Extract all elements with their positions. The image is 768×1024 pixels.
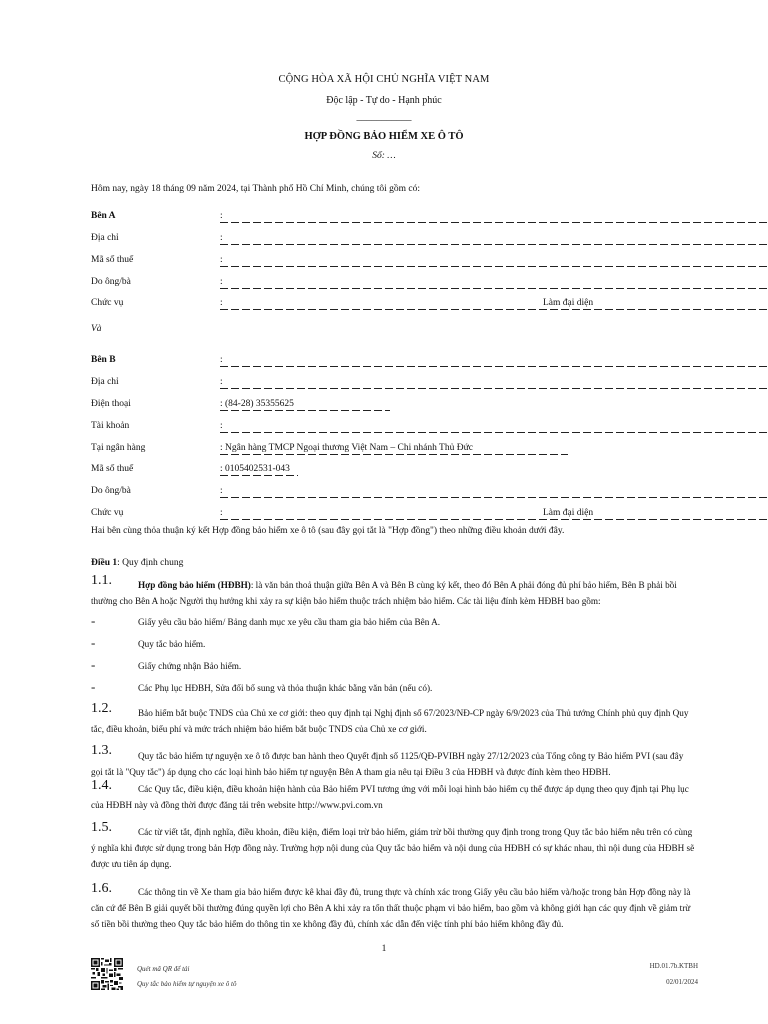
clause-number: 1.4. (91, 778, 112, 793)
party-b-tax-field[interactable]: : 0105402531-043 (220, 464, 768, 476)
separator-line: ___________ (356, 111, 412, 122)
party-b-position-field[interactable]: : Làm đại diện (220, 508, 768, 520)
bullet-mark: - (91, 635, 96, 650)
qr-download-note: Quét mã QR để tải (137, 965, 190, 973)
party-a-name-field[interactable]: : (220, 211, 768, 223)
field-label: Địa chỉ (91, 233, 119, 243)
article-1-heading: Điều 1: Quy định chung (91, 558, 184, 568)
party-b-phone-field[interactable]: : (84-28) 35355625 (220, 399, 768, 411)
bullet-item: Giấy chứng nhận Bảo hiểm. (138, 661, 242, 671)
rules-doc-name: Quy tắc bảo hiểm tự nguyện xe ô tô (137, 980, 237, 988)
agreement-text: Hai bên cùng thỏa thuận ký kết Hợp đồng bảo hiểm xe ô tô (sau đây gọi tắt là "Hợp đồng") theo những điều khoản dưới đây. (91, 526, 565, 536)
party-b-bank-field[interactable]: : Ngân hàng TMCP Ngoại thương Việt Nam – Chi nhánh Thủ Đức (220, 443, 768, 455)
party-b-name-field[interactable]: : (220, 355, 768, 367)
clause-number: 1.2. (91, 701, 112, 716)
party-a-position-field[interactable]: : Làm đại diện (220, 298, 768, 310)
intro-text: Hôm nay, ngày 18 tháng 09 năm 2024, tại Thành phố Hồ Chí Minh, chúng tôi gồm có: (91, 184, 421, 194)
bullet-mark: - (91, 613, 96, 628)
clause-1-2: Bảo hiểm bắt buộc TNDS của Chủ xe cơ giới: theo quy định tại Nghị định số 67/2023/NĐ-CP ngày 6/9/2023 của Thủ tướng Chính phủ quy định Quy tắc, điều khoản, biểu phí và mức trách nhiệm bảo hiểm bắt buộc TNDS của Chủ xe cơ giới. (91, 708, 689, 734)
party-b-title: Bên B (91, 355, 116, 365)
field-label: Mã số thuế (91, 464, 134, 474)
field-label: Tại ngân hàng (91, 443, 146, 453)
party-a-title: Bên A (91, 211, 116, 221)
country-heading: CỘNG HÒA XÃ HỘI CHỦ NGHĨA VIỆT NAM (278, 74, 490, 85)
clause-number: 1.6. (91, 881, 112, 896)
clause-1-1: Hợp đồng bảo hiểm (HĐBH): là văn bản thoả thuận giữa Bên A và Bên B cùng ký kết, theo đó Bên A phải đóng đủ phí bảo hiểm, Bên B phải bồi thường cho Bên A hoặc Người thụ hưởng khi xảy ra sự kiện bảo hiểm thuộc trách nhiệm bảo hiểm. Các tài liệu đính kèm HĐBH bao gồm: (91, 580, 677, 606)
party-a-address-field[interactable]: : (220, 233, 768, 245)
party-b-address-field[interactable]: : (220, 377, 768, 389)
document-code: HD.01.7b.KTBH (649, 962, 698, 970)
clause-1-4: Các Quy tắc, điều kiện, điều khoản hiện hành của Bảo hiểm PVI tương ứng với mỗi loại hình bảo hiểm cụ thể được áp dụng theo quy định tại Phụ lục của HĐBH này và đồng thời được đăng tải trên website http://www.pvi.com.vn (91, 784, 689, 810)
field-label: Do ông/bà (91, 277, 131, 287)
document-date: 02/01/2024 (666, 978, 698, 986)
representative-note: Làm đại diện (543, 298, 594, 308)
bullet-item: Giấy yêu cầu bảo hiểm/ Bảng danh mục xe yêu cầu tham gia bảo hiểm của Bên A. (138, 617, 441, 627)
clause-1-3: Quy tắc bảo hiểm tự nguyện xe ô tô được ban hành theo Quyết định số 1125/QĐ-PVIBH ngày 27/12/2023 của Tổng công ty Bảo hiểm PVI (sau đây gọi tắt là "Quy tắc") áp dụng cho các loại hình bảo hiểm tự nguyện Bên A tham gia nêu tại Điều 3 của HĐBH và được đính kèm theo HĐBH. (91, 751, 684, 777)
clause-number: 1.5. (91, 820, 112, 835)
clause-1-5: Các từ viết tắt, định nghĩa, điều khoản, điều kiện, điểm loại trừ bảo hiểm, giám trừ bồi thường quy định trong trong Quy tắc bảo hiểm nêu trên có cùng ý nghĩa khi được sử dụng trong bản Hợp đồng này. Trường hợp nội dung của Quy tắc bảo hiểm và nội dung của HĐBH có sự khác nhau, thì nội dung của HĐBH sẽ được ưu tiên áp dụng. (91, 827, 695, 869)
clause-number: 1.1. (91, 573, 112, 588)
party-b-account-field[interactable]: : (220, 421, 768, 433)
and-text: Và (91, 324, 102, 334)
qr-code-icon[interactable] (91, 958, 123, 990)
bullet-item: Quy tắc bảo hiểm. (138, 639, 206, 649)
bullet-mark: - (91, 679, 96, 694)
field-label: Mã số thuế (91, 255, 134, 265)
bullet-item: Các Phụ lục HĐBH, Sửa đổi bổ sung và thỏa thuận khác bằng văn bản (nếu có). (138, 683, 433, 693)
field-label: Chức vụ (91, 508, 124, 518)
contract-number: Số: … (372, 151, 396, 161)
field-label: Tài khoản (91, 421, 130, 431)
bullet-mark: - (91, 657, 96, 672)
clause-1-6: Các thông tin về Xe tham gia bảo hiểm được kê khai đầy đủ, trung thực và chính xác trong Giấy yêu cầu bảo hiểm và/hoặc trong bản Hợp đồng này là căn cứ để Bên B giải quyết bồi thường đúng quyền lợi cho Bên A khi xảy ra tổn thất thuộc phạm vi bảo hiểm, bao gồm và không giới hạn các quy định về giảm trừ số tiền bồi thường theo Quy tắc bảo hiểm do thông tin xe không đầy đủ, chính xác dẫn đến việc tính phí bảo hiểm không đầy đủ. (91, 887, 691, 929)
party-a-representative-field[interactable]: : (220, 277, 768, 289)
page-number: 1 (381, 944, 387, 954)
field-label: Do ông/bà (91, 486, 131, 496)
representative-note: Làm đại diện (543, 508, 594, 518)
party-b-representative-field[interactable]: : (220, 486, 768, 498)
clause-number: 1.3. (91, 743, 112, 758)
field-label: Điện thoại (91, 399, 131, 409)
party-a-tax-field[interactable]: : (220, 255, 768, 267)
field-label: Chức vụ (91, 298, 124, 308)
field-label: Địa chỉ (91, 377, 119, 387)
motto: Độc lập - Tự do - Hạnh phúc (326, 95, 442, 106)
contract-title: HỢP ĐỒNG BẢO HIỂM XE Ô TÔ (304, 131, 464, 142)
